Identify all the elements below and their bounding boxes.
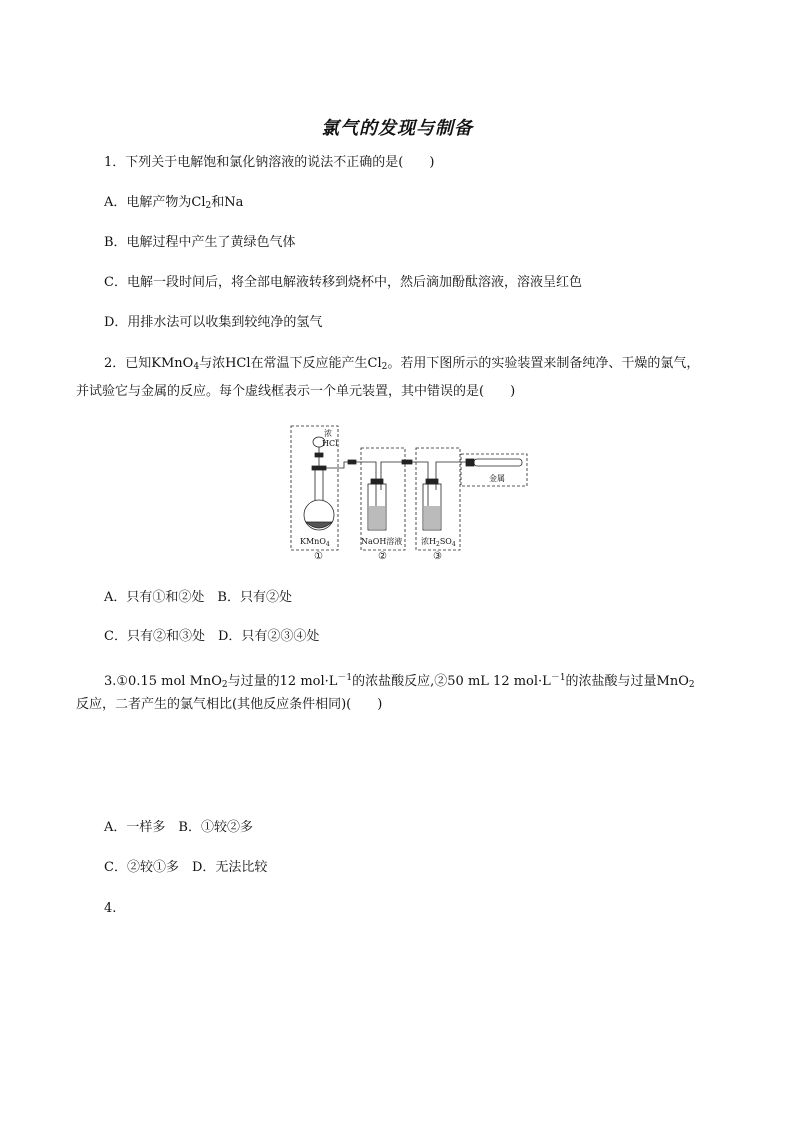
q2-options-cd: C．只有②和③处 D．只有②③④处 — [104, 629, 320, 644]
q1-stem: 1．下列关于电解饱和氯化钠溶液的说法不正确的是( ) — [104, 155, 435, 170]
label-num-1: ① — [314, 551, 323, 562]
q2-options-ab: A．只有①和②处 B．只有②处 — [104, 590, 292, 605]
q1-option-b: B．电解过程中产生了黄绿色气体 — [104, 235, 296, 250]
combustion-tube — [474, 459, 522, 466]
q4-stem: 4. — [104, 901, 117, 916]
q3-options-cd: C．②较①多 D．无法比较 — [104, 860, 268, 875]
label-hcl: HCl — [322, 439, 338, 448]
q2-stem-line2: 并试验它与金属的反应。每个虚线框表示一个单元装置，其中错误的是( ) — [76, 384, 516, 399]
q1-option-c: C．电解一段时间后，将全部电解液转移到烧杯中，然后滴加酚酞溶液，溶液呈红色 — [104, 275, 582, 290]
label-kmno4: KMnO$_4$ — [300, 537, 330, 548]
q1-option-a: A．电解产物为$Cl_2$和Na — [104, 195, 244, 211]
label-num-3: ③ — [433, 551, 442, 562]
page-title: 氯气的发现与制备 — [321, 118, 473, 139]
label-h2so4: 浓$H_2SO_4$ — [421, 537, 456, 548]
q3-options-ab: A．一样多 B．①较②多 — [104, 820, 253, 835]
label-nong: 浓 — [324, 429, 332, 438]
label-metal: 金属 — [489, 474, 505, 483]
apparatus-figure — [288, 422, 530, 562]
q3-stem-line1: 3.①0.15 mol MnO$_2$与过量的12 $mol\cdot L^{-1}$的浓盐酸反应,②50 mL 12 $mol\cdot L^{-1}$的浓盐酸与过量MnO$_2$ — [104, 673, 695, 690]
q2-stem-line1: 2．已知KMnO$_4$与浓HCl在常温下反应能产生$Cl_2$。若用下图所示的实验装置来制备纯净、干燥的氯气， — [104, 356, 700, 372]
q3-stem-line2: 反应，二者产生的氯气相比(其他反应条件相同)( ) — [76, 697, 383, 712]
label-num-2: ② — [378, 551, 387, 562]
label-naoh: NaOH溶液 — [361, 537, 403, 546]
q1-option-d: D．用排水法可以收集到较纯净的氢气 — [104, 315, 323, 330]
